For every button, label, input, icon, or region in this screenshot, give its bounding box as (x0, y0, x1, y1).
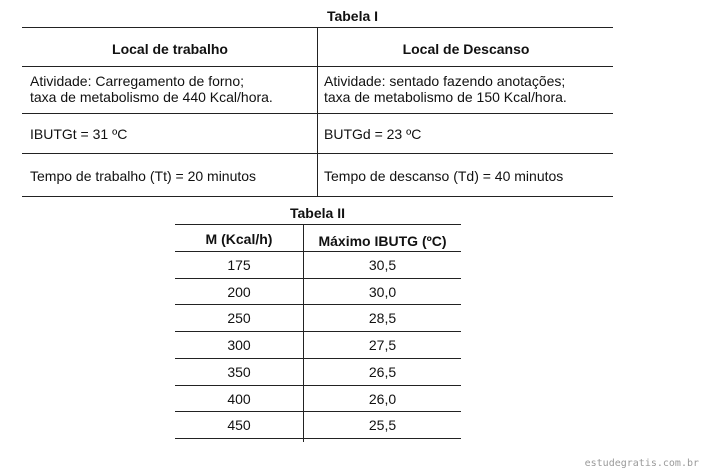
table2-cell-ibutg: 28,5 (368, 310, 397, 327)
table2-cell-m: 450 (227, 417, 251, 434)
table2-header-ibutg: Máximo IBUTG (ºC) (318, 233, 447, 249)
table2-row-border (175, 358, 461, 359)
table2-row-border (175, 411, 461, 412)
table2-row-border (175, 438, 461, 439)
table2-row-border (175, 385, 461, 386)
table2-cell-ibutg: 25,5 (368, 417, 397, 434)
table2-cell-ibutg: 30,0 (368, 283, 397, 300)
table2-top-border (175, 224, 461, 225)
table1-cell-work-time: Tempo de trabalho (Tt) = 20 minutos (30, 168, 257, 184)
table1-header-rest: Local de Descanso (402, 41, 530, 57)
table2-row-border (175, 278, 461, 279)
table1-header-border (22, 66, 613, 67)
table1-header-work: Local de trabalho (112, 41, 228, 57)
table1-row-border (22, 153, 613, 154)
table2-cell-m: 300 (227, 337, 251, 354)
table2-row-border (175, 331, 461, 332)
table1-row-border (22, 113, 613, 114)
table1-work-activity-line: taxa de metabolismo de 440 Kcal/hora. (30, 89, 273, 105)
table2-cell-ibutg: 26,0 (368, 390, 397, 407)
table1-cell-rest-activity (324, 73, 567, 105)
table2-cell-ibutg: 30,5 (368, 257, 397, 273)
table2-cell-m: 350 (227, 363, 251, 380)
table1-cell-rest-time: Tempo de descanso (Td) = 40 minutos (324, 168, 564, 184)
table1-rest-activity-line: Atividade: sentado fazendo anotações; (324, 73, 566, 89)
table2-cell-ibutg: 26,5 (368, 363, 397, 380)
table1-bottom-border (22, 196, 613, 197)
table2-cell-ibutg: 27,5 (368, 337, 397, 354)
table2-header-border (175, 251, 461, 252)
table2-cell-m: 200 (227, 283, 251, 300)
table1-rest-activity-line: taxa de metabolismo de 150 Kcal/hora. (324, 89, 567, 105)
table1-cell-work-activity (30, 73, 273, 105)
table2-cell-m: 400 (227, 390, 251, 407)
table1-cell-ibutgt: IBUTGt = 31 ºC (30, 126, 128, 142)
table1-title: Tabela I (326, 8, 379, 24)
table1-cell-butgd: BUTGd = 23 ºC (324, 126, 422, 142)
table2-header-m: M (Kcal/h) (205, 231, 273, 247)
watermark: estudegratis.com.br (584, 458, 699, 469)
table1-work-activity-line: Atividade: Carregamento de forno; (30, 73, 245, 89)
table2-title: Tabela II (290, 205, 345, 221)
table2-row-border (175, 304, 461, 305)
table2-cell-m: 175 (227, 257, 251, 273)
table2-cell-m: 250 (227, 310, 251, 327)
